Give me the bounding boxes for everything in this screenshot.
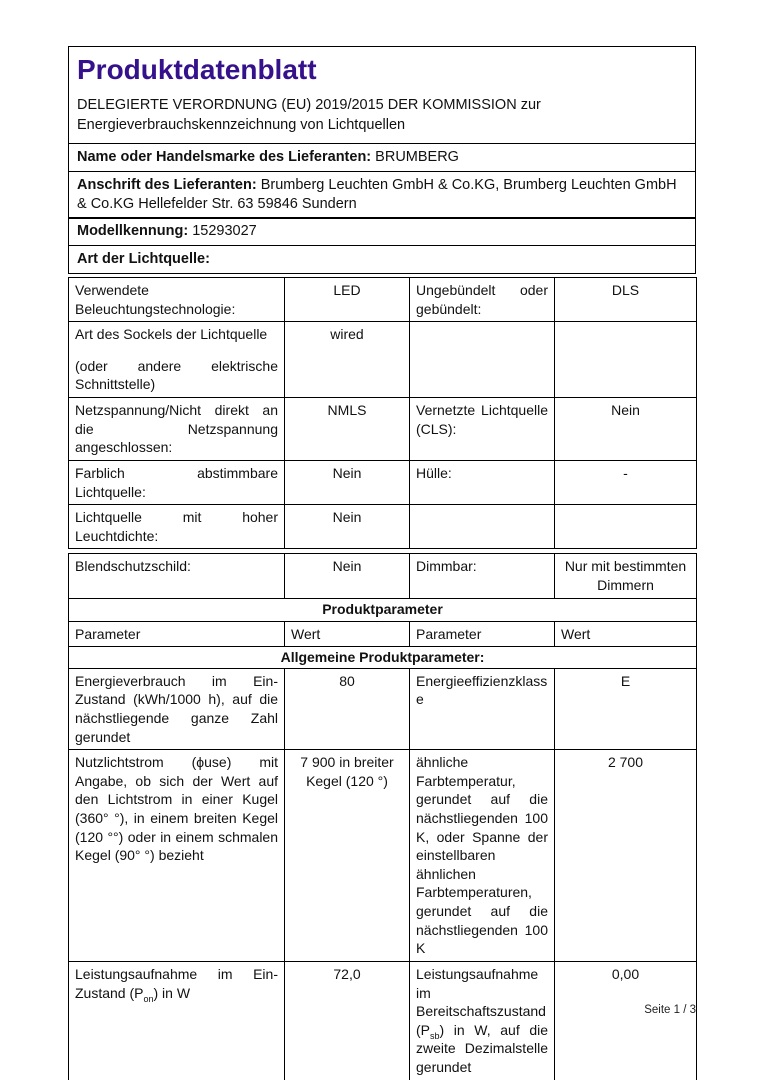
value-cell: 7 900 in breiter Kegel (120 °) [285,750,410,962]
column-header-row [69,621,697,647]
param-cell: Lichtquelle mit hoher Leuchtdichte: [69,505,285,549]
supplier-address-value: Brumberg Leuchten GmbH & Co.KG, Brumberg Leuchten GmbH & Co.KG Hellefelder Str. 63 59846 Sundern [77,176,677,212]
model-id-row [68,217,696,246]
param-cell [410,505,555,549]
param-cell: Nutzlichtstrom (ϕuse) mit Angabe, ob sich der Wert auf den Lichtstrom in einer Kugel (360° °), in einem breiten Kegel (120 °°) oder in einem schmalen Kegel (90° °) bezieht [69,750,285,962]
table-row [69,750,697,962]
param-cell: Hülle: [410,460,555,504]
supplier-address-label: Anschrift des Lieferanten: [77,176,257,193]
supplier-name-row [68,143,696,172]
product-parameters-heading: Produktparameter [69,598,697,621]
param-line-2: (oder andere elektrische Schnittstelle) [75,357,278,393]
supplier-address-row [68,171,696,219]
param-cell [410,322,555,398]
column-header-parameter: Parameter [410,621,555,647]
supplier-name-label: Name oder Handelsmarke des Lieferanten: [77,148,372,165]
light-source-table [68,277,697,549]
param-text: ) in W [153,984,191,1001]
subscript-text: sb [430,1030,440,1041]
table-row [69,322,697,398]
subscript-text: on [143,993,154,1004]
param-cell [69,961,285,1080]
table-row [69,668,697,749]
param-line-1: Art des Sockels der Lichtquelle [75,326,268,343]
param-cell: Farblich abstimmbare Lichtquelle: [69,460,285,504]
value-cell: 80 [285,668,410,749]
value-cell: DLS [555,278,697,322]
value-cell: Nein [555,398,697,461]
product-datasheet [68,46,696,1080]
param-cell: Blendschutzschild: [69,554,285,598]
column-header-wert: Wert [555,621,697,647]
table-row [69,398,697,461]
supplier-name-value: BRUMBERG [375,148,459,165]
value-cell: Nein [285,554,410,598]
value-cell: 2 700 [555,750,697,962]
value-cell: Nein [285,505,410,549]
value-cell: LED [285,278,410,322]
param-cell [69,322,285,398]
regulation-line-1: DELEGIERTE VERORDNUNG (EU) 2019/2015 DER KOMMISSION zur [77,96,541,113]
table-row [69,278,697,322]
light-source-type-heading-row [68,245,696,274]
param-cell: Netzspannung/Nicht direkt an die Netzspannung angeschlossen: [69,398,285,461]
light-source-type-heading: Art der Lichtquelle: [77,250,210,267]
value-cell: 0,00 [555,961,697,1080]
param-text: ) in W, auf die zweite Dezimalstelle gerundet [416,1021,548,1075]
value-cell: NMLS [285,398,410,461]
param-cell: Energieverbrauch im Ein-Zustand (kWh/1000 h), auf die nächstliegende ganze Zahl gerundet [69,668,285,749]
value-cell: wired [285,322,410,398]
value-cell: 72,0 [285,961,410,1080]
value-cell: E [555,668,697,749]
param-text: Leistungsaufnahme im Ein-Zustand (P [75,965,278,1001]
param-text: Leistungsaufnahme im Bereitschaftszustand (P [416,965,546,1038]
param-cell [410,961,555,1080]
general-parameters-heading: Allgemeine Produktparameter: [69,647,697,669]
table-row [69,505,697,549]
product-parameters-table [68,553,697,1080]
param-cell: Verwendete Beleuchtungstechnologie: [69,278,285,322]
value-cell [555,322,697,398]
column-header-parameter: Parameter [69,621,285,647]
header-section [68,46,696,144]
model-id-label: Modellkennung: [77,223,189,240]
param-cell: Vernetzte Lichtquelle (CLS): [410,398,555,461]
model-id-value: 15293027 [192,223,257,240]
table-row [69,460,697,504]
regulation-line-2: Energieverbrauchskennzeichnung von Lichtquellen [77,117,406,134]
value-cell: - [555,460,697,504]
section-heading-row [69,647,697,669]
value-cell [555,505,697,549]
param-cell: Ungebündelt oder gebündelt: [410,278,555,322]
section-heading-row [69,598,697,621]
page-title: Produktdatenblatt [77,54,317,85]
param-cell: ähnliche Farbtemperatur, gerundet auf die nächstliegenden 100 K, oder Spanne der einstellbaren ähnlichen Farbtemperaturen, gerundet auf die nächstliegenden 100 K [410,750,555,962]
table-row [69,554,697,598]
column-header-wert: Wert [285,621,410,647]
value-cell: Nein [285,460,410,504]
param-cell: Dimmbar: [410,554,555,598]
param-cell: Energieeffizienzklasse [410,668,555,749]
table-row [69,961,697,1080]
value-cell: Nur mit bestimmten Dimmern [555,554,697,598]
page-number: Seite 1 / 3 [644,1004,696,1016]
